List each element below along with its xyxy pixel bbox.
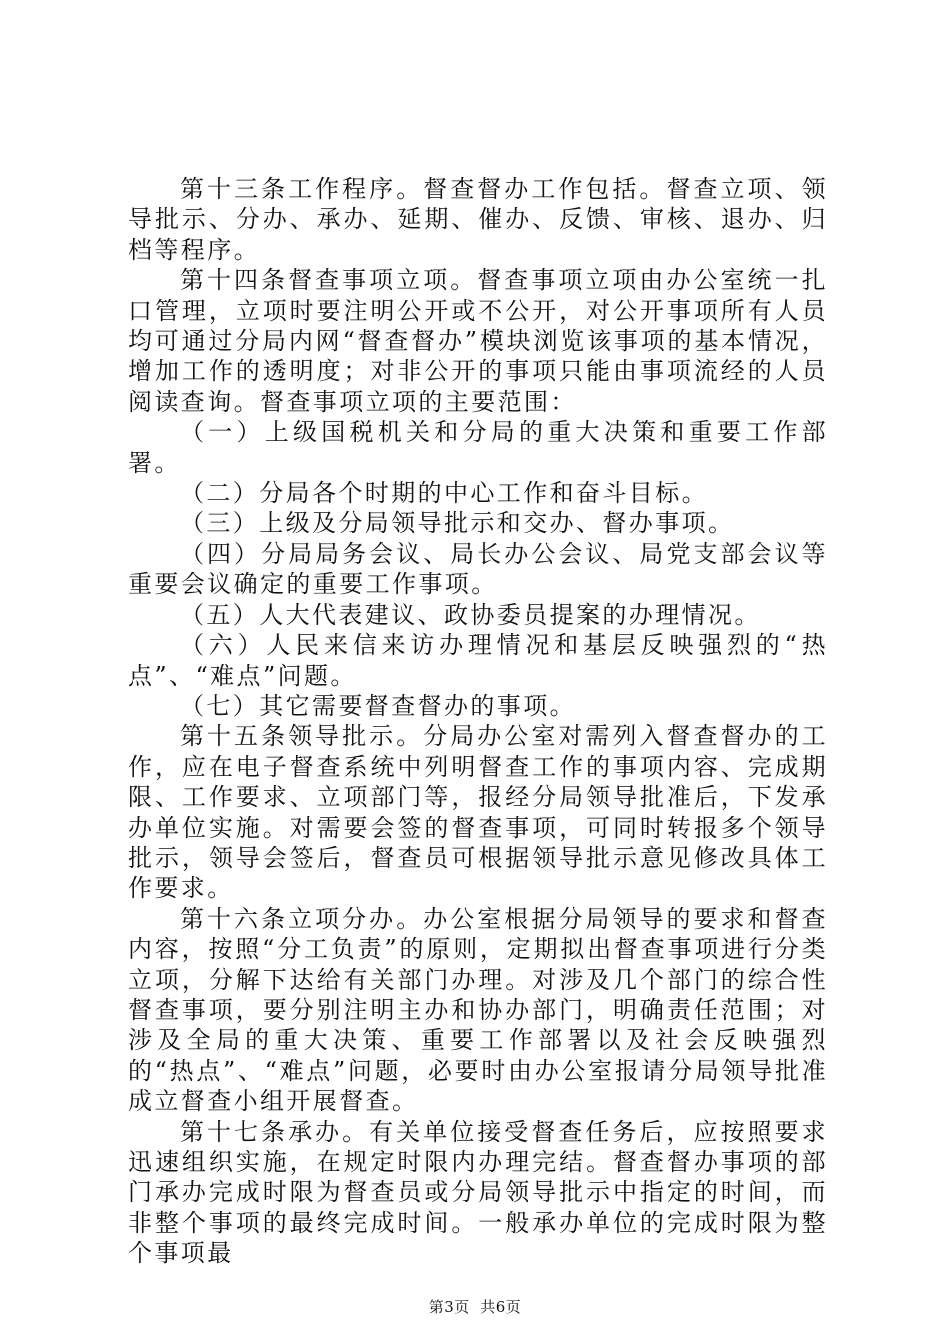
paragraph-scope-item-5: （五）人大代表建议、政协委员提案的办理情况。	[180, 600, 761, 629]
paragraph-scope-item-3: （三）上级及分局领导批示和交办、督办事项。	[180, 509, 735, 538]
paragraph-article-16: 第十六条立项分办。办公室根据分局领导的要求和督查内容，按照“分工负责”的原则，定期拟出督查事项进行分类立项，分解下达给有关部门办理。对涉及几个部门的综合性督查事项，要分别注明主办和协办部门，明确责任范围；对涉及全局的重大决策、重要工作部署以及社会反映强烈的“热点”、“难点”问题，必要时由办公室报请分局领导批准成立督查小组开展督查。	[128, 904, 828, 1116]
document-body	[128, 174, 828, 1269]
paragraph-scope-item-6: （六）人民来信来访办理情况和基层反映强烈的“热点”、“难点”问题。	[128, 631, 828, 690]
paragraph-article-13: 第十三条工作程序。督查督办工作包括。督查立项、领导批示、分办、承办、延期、催办、反馈、审核、退办、归档等程序。	[128, 175, 828, 264]
paragraph-scope-item-2: （二）分局各个时期的中心工作和奋斗目标。	[180, 479, 708, 508]
paragraph-article-15: 第十五条领导批示。分局办公室对需列入督查督办的工作，应在电子督查系统中列明督查工作的事项内容、完成期限、工作要求、立项部门等，报经分局领导批准后，下发承办单位实施。对需要会签的督查事项，可同时转报多个领导批示，领导会签后，督查员可根据领导批示意见修改具体工作要求。	[128, 722, 828, 903]
page-number-label: 第3页 共6页	[428, 1298, 522, 1316]
paragraph-scope-item-1: （一）上级国税机关和分局的重大决策和重要工作部署。	[128, 418, 828, 477]
paragraph-article-14: 第十四条督查事项立项。督查事项立项由办公室统一扎口管理，立项时要注明公开或不公开，对公开事项所有人员均可通过分局内网“督查督办”模块浏览该事项的基本情况，增加工作的透明度；对非公开的事项只能由事项流经的人员阅读查询。督查事项立项的主要范围：	[128, 266, 828, 416]
paragraph-scope-item-7: （七）其它需要督查督办的事项。	[180, 691, 576, 720]
page-footer	[0, 1296, 950, 1317]
paragraph-scope-item-4: （四）分局局务会议、局长办公会议、局党支部会议等重要会议确定的重要工作事项。	[128, 539, 828, 599]
paragraph-article-17: 第十七条承办。有关单位接受督查任务后，应按照要求迅速组织实施，在规定时限内办理完结。督查督办事项的部门承办完成时限为督查员或分局领导批示中指定的时间，而非整个事项的最终完成时间。一般承办单位的完成时限为整个事项最	[128, 1117, 828, 1268]
